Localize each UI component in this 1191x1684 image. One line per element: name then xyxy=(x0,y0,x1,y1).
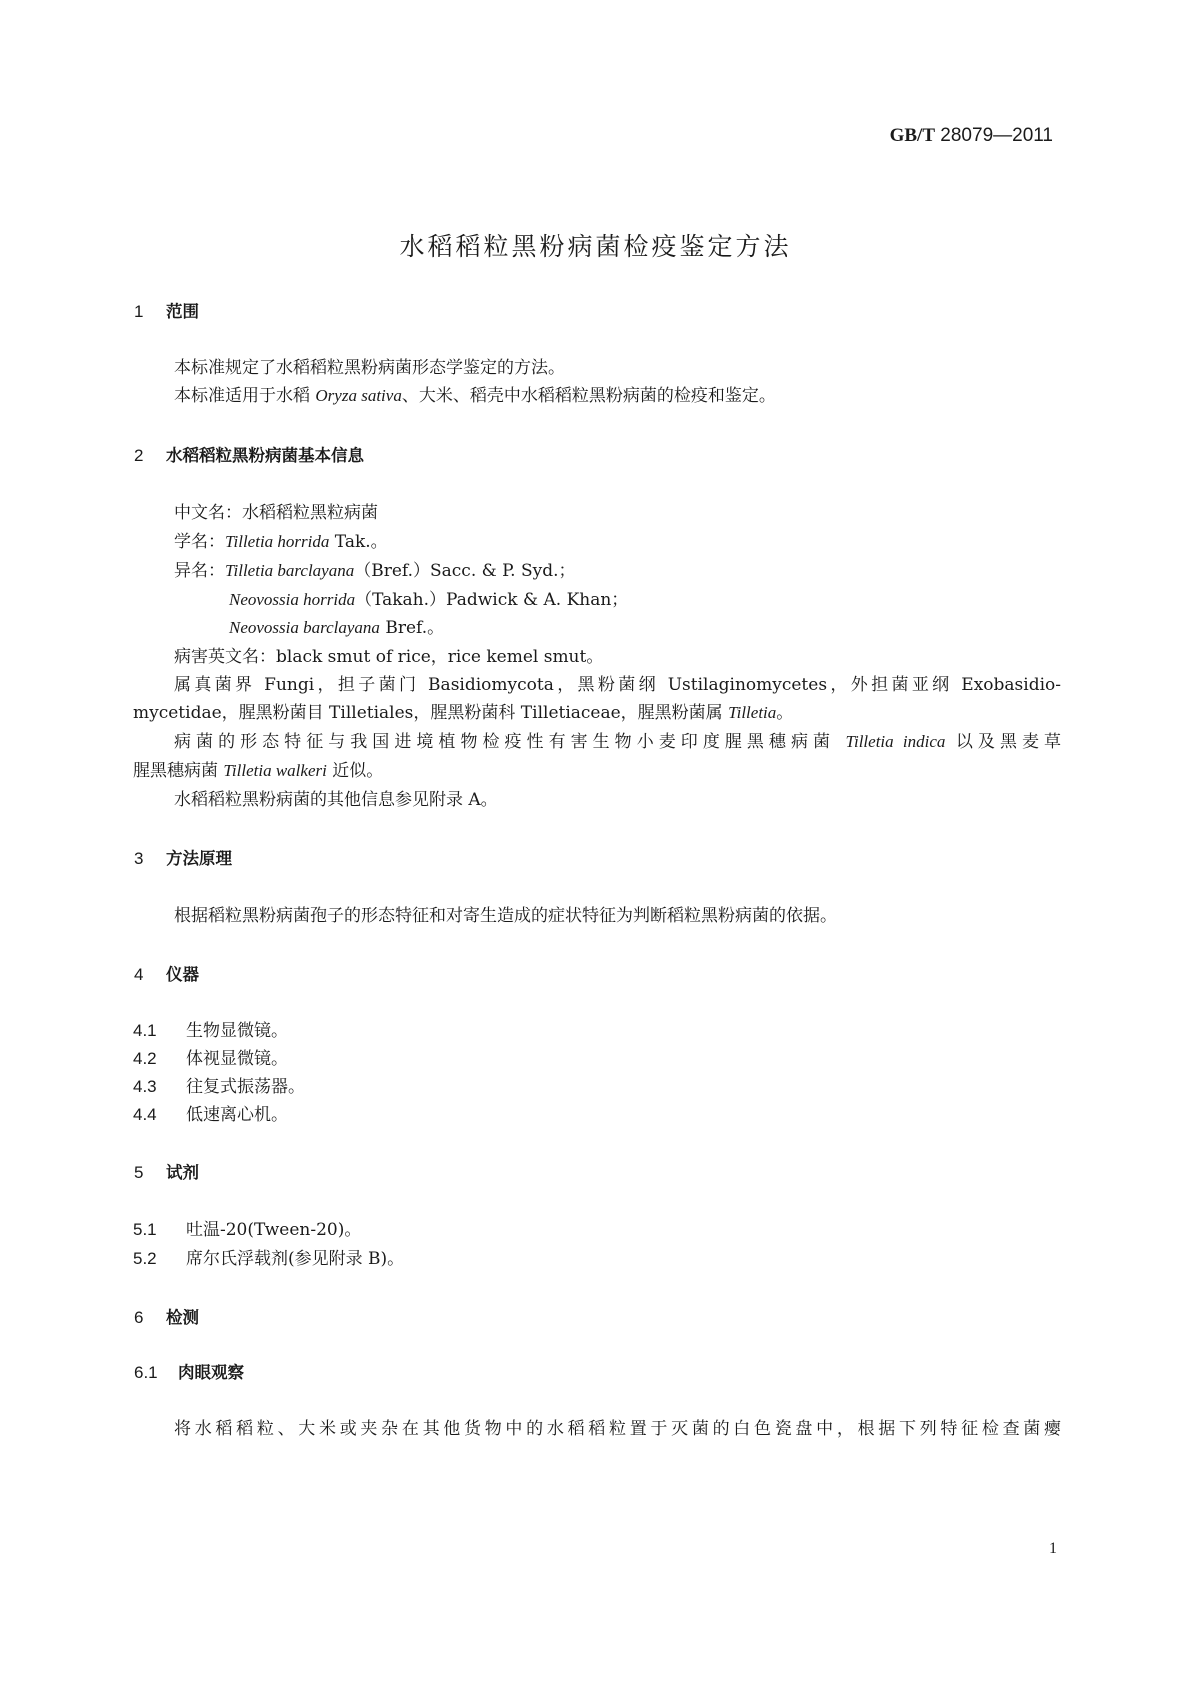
section-number: 6 xyxy=(134,1308,144,1327)
list-item: 4.3 往复式振荡器。 xyxy=(133,1077,305,1097)
section-number: 4 xyxy=(134,965,144,984)
latin-name: Tilletia barclayana xyxy=(225,561,355,580)
other-info: 水稻稻粒黑粉病菌的其他信息参见附录 A。 xyxy=(174,790,498,810)
list-item: 4.2 体视显微镜。 xyxy=(133,1049,288,1069)
synonym-1: 异名：Tilletia barclayana（Bref.）Sacc. & P. Syd.； xyxy=(174,561,576,581)
observation-paragraph: 将水稻稻粒、大米或夹杂在其他货物中的水稻稻粒置于灭菌的白色瓷盘中，根据下列特征检查菌瘿 xyxy=(174,1419,1061,1439)
latin-name: Neovossia barclayana xyxy=(229,618,380,637)
list-item: 4.4 低速离心机。 xyxy=(133,1105,288,1125)
section-3-heading xyxy=(134,845,232,869)
section-title: 仪器 xyxy=(166,965,199,984)
section-title: 水稻稻粒黑粉病菌基本信息 xyxy=(166,446,364,465)
page-number: 1 xyxy=(1049,1540,1057,1557)
list-item: 4.1 生物显微镜。 xyxy=(133,1021,288,1041)
scope-paragraph-1: 本标准规定了水稻稻粒黑粉病菌形态学鉴定的方法。 xyxy=(174,358,565,378)
chinese-name: 中文名：水稻稻粒黑粒病菌 xyxy=(174,503,378,523)
latin-name: Tilletia walkeri xyxy=(223,761,327,780)
synonym-3: Neovossia barclayana Bref.。 xyxy=(229,618,445,638)
section-number: 5 xyxy=(134,1163,144,1182)
section-6-heading xyxy=(134,1304,199,1328)
section-number: 2 xyxy=(134,446,144,465)
standard-code xyxy=(890,125,1053,147)
list-item: 5.1 吐温-20(Tween-20)。 xyxy=(133,1220,362,1240)
taxonomy-line-1: 属真菌界 Fungi，担子菌门 Basidiomycota，黑粉菌纲 Ustilaginomycetes，外担菌亚纲 Exobasidio- xyxy=(174,675,1061,695)
section-number: 3 xyxy=(134,849,144,868)
scope-paragraph-2: 本标准适用于水稻 Oryza sativa、大米、稻壳中水稻稻粒黑粉病菌的检疫和鉴定。 xyxy=(174,386,776,406)
english-name: 病害英文名：black smut of rice，rice kemel smut。 xyxy=(174,647,604,667)
synonym-2: Neovossia horrida（Takah.）Padwick & A. Khan； xyxy=(229,590,629,610)
principle-paragraph: 根据稻粒黑粉病菌孢子的形态特征和对寄生造成的症状特征为判断稻粒黑粉病菌的依据。 xyxy=(174,906,837,926)
list-item: 5.2 席尔氏浮载剂(参见附录 B)。 xyxy=(133,1249,405,1269)
section-2-heading xyxy=(134,442,364,466)
subsection-number: 6.1 xyxy=(134,1363,158,1382)
section-number: 1 xyxy=(134,302,144,321)
section-5-heading xyxy=(134,1159,199,1183)
standard-code-number: 28079—2011 xyxy=(940,125,1053,146)
latin-name: Oryza sativa xyxy=(315,386,402,405)
subsection-title: 肉眼观察 xyxy=(178,1363,244,1382)
section-title: 试剂 xyxy=(166,1163,199,1182)
section-4-heading xyxy=(134,961,199,985)
similarity-line-2: 腥黑穗病菌 Tilletia walkeri 近似。 xyxy=(133,761,384,781)
scientific-name: 学名：Tilletia horrida Tak.。 xyxy=(174,532,388,552)
section-title: 检测 xyxy=(166,1308,199,1327)
section-title: 方法原理 xyxy=(166,849,232,868)
latin-name: Tilletia xyxy=(728,703,777,722)
document-title: 水稻稻粒黑粉病菌检疫鉴定方法 xyxy=(399,232,792,261)
taxonomy-line-2: mycetidae，腥黑粉菌目 Tilletiales，腥黑粉菌科 Tilletiaceae，腥黑粉菌属 Tilletia。 xyxy=(133,703,794,723)
latin-name: Neovossia horrida xyxy=(229,590,356,609)
latin-name: Tilletia indica xyxy=(845,732,946,751)
section-title: 范围 xyxy=(166,302,199,321)
latin-name: Tilletia horrida xyxy=(225,532,330,551)
standard-code-prefix: GB/T xyxy=(889,125,936,146)
subsection-6-1-heading xyxy=(134,1359,244,1383)
similarity-line-1: 病菌的形态特征与我国进境植物检疫性有害生物小麦印度腥黑穗病菌 Tilletia indica 以及黑麦草 xyxy=(174,732,1062,752)
section-1-heading xyxy=(134,298,199,322)
